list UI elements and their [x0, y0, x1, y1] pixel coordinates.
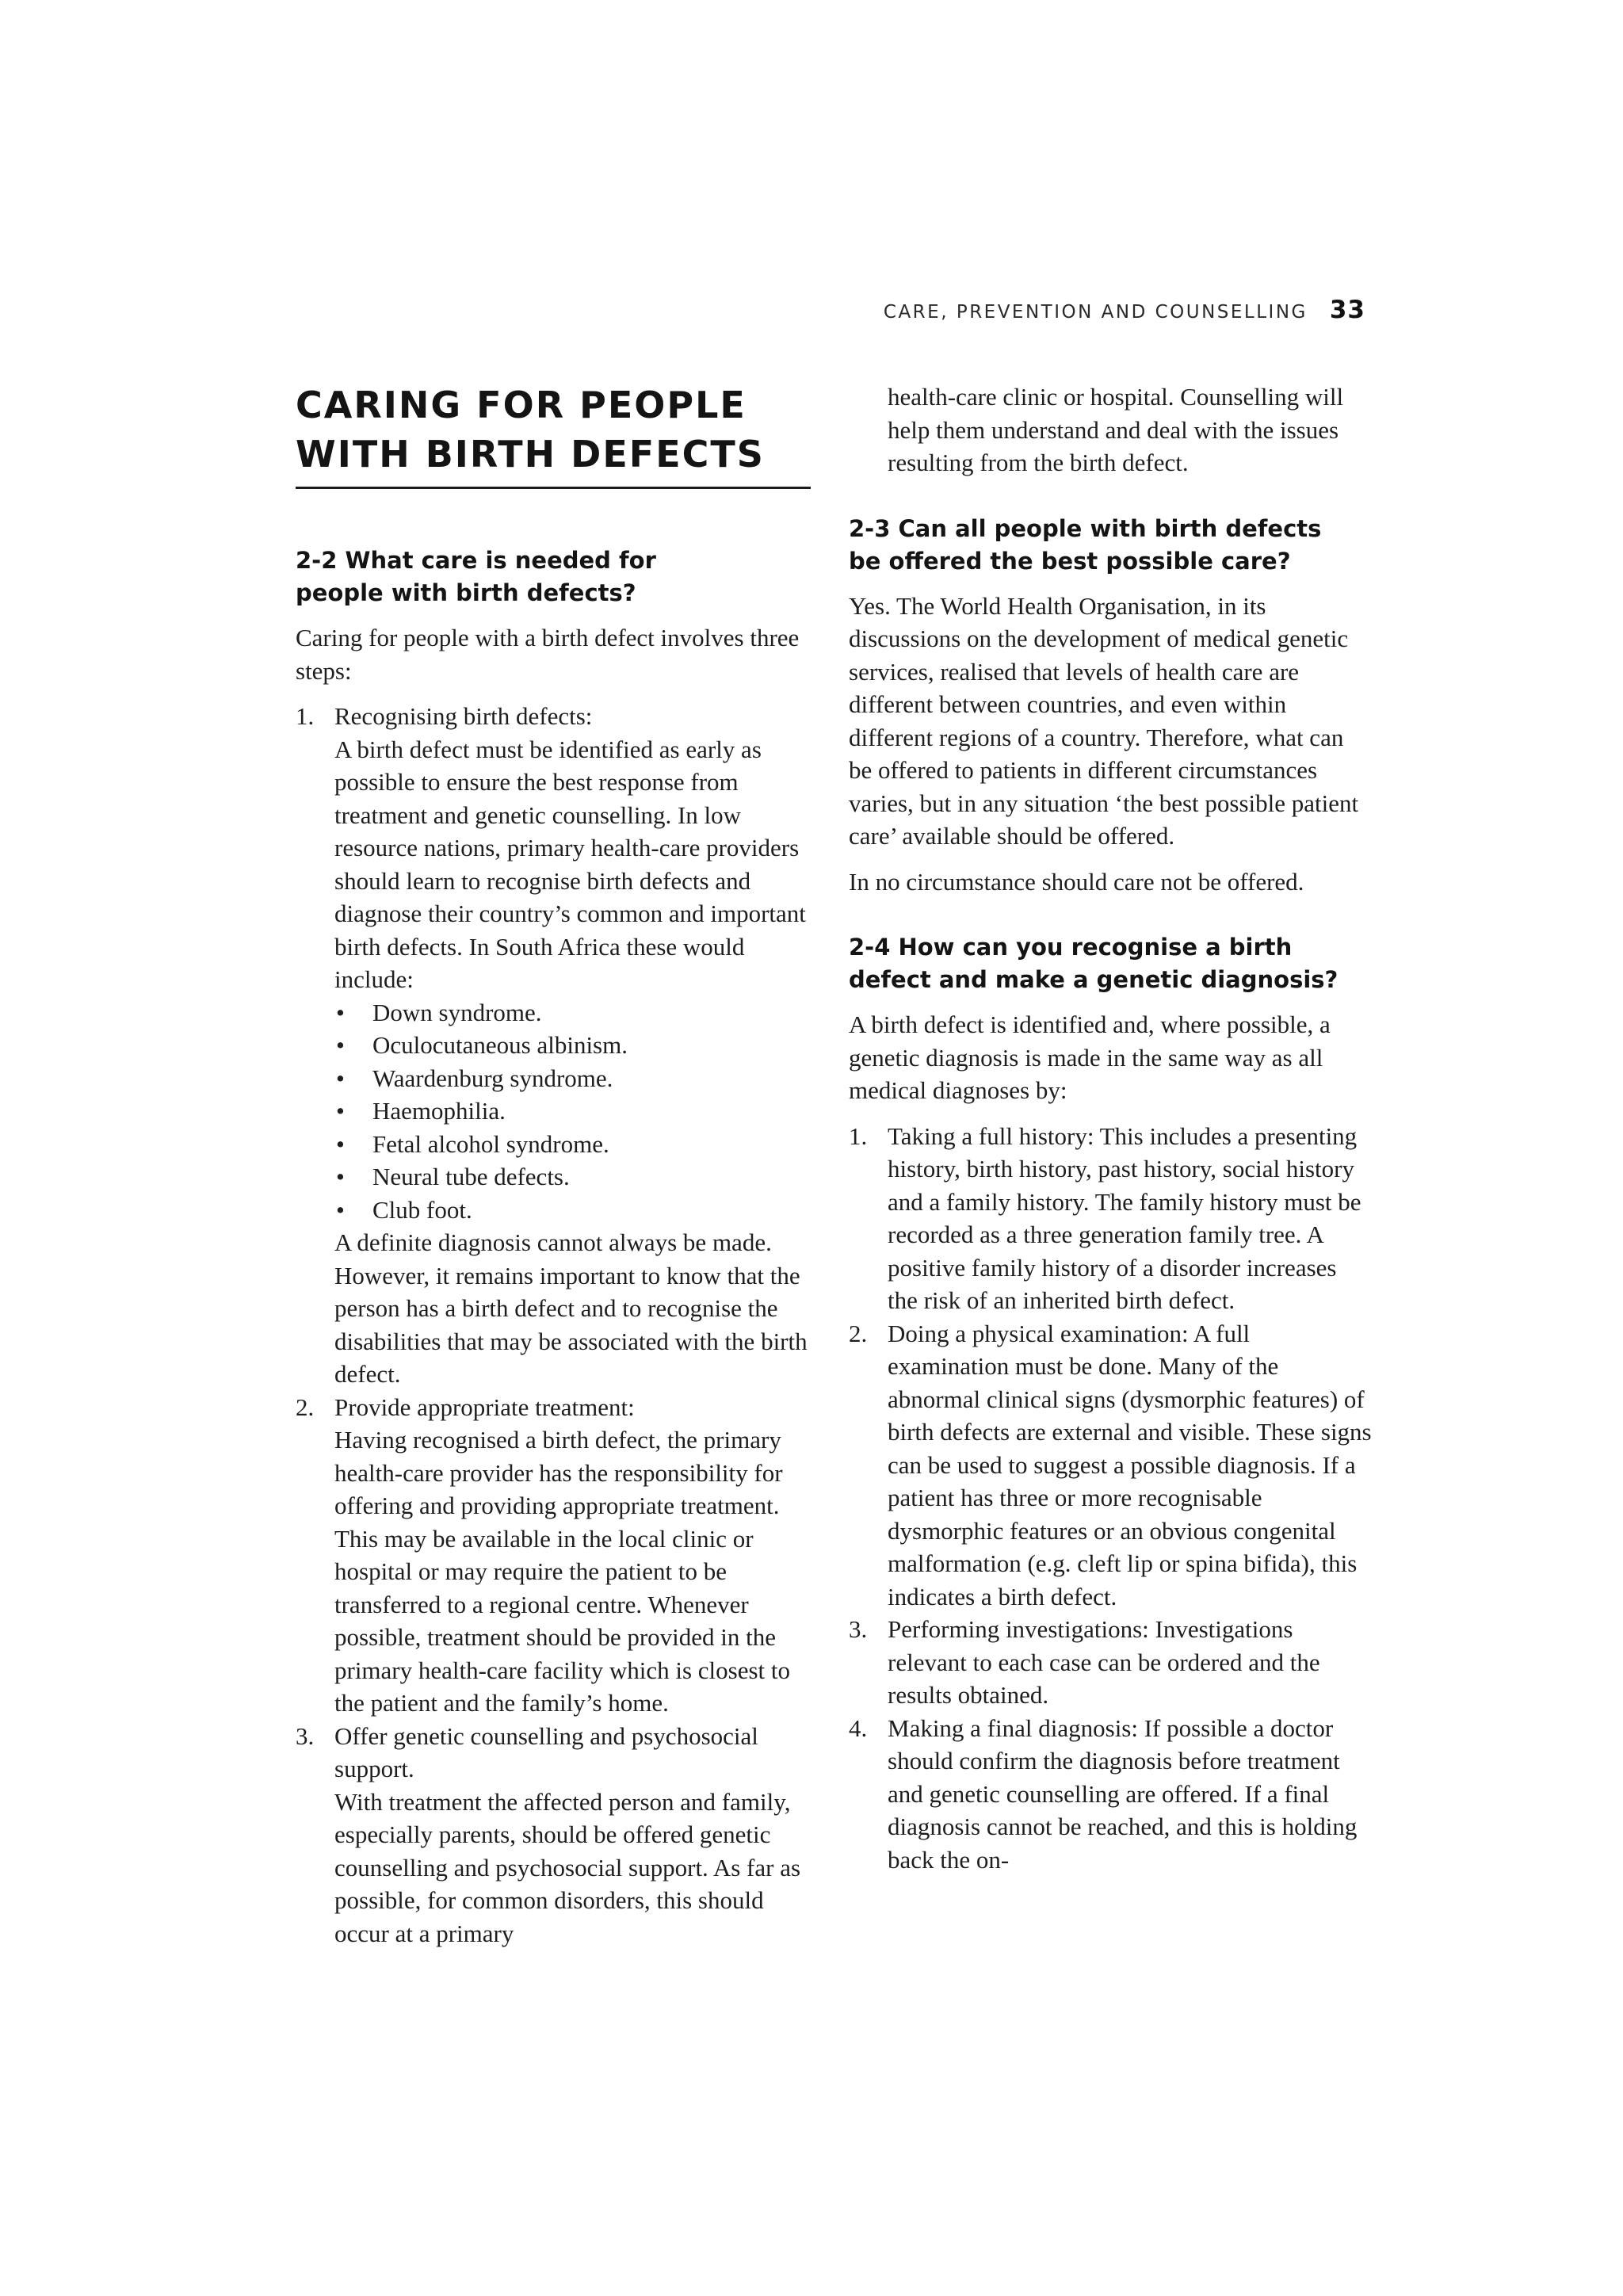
- question-2-2-line1: 2-2 What care is needed for: [296, 547, 656, 574]
- list-item: • Oculocutaneous albinism.: [334, 1029, 812, 1062]
- answer-2-3-paragraph-2: In no circumstance should care not be offered.: [849, 867, 1304, 896]
- running-head: [884, 296, 1365, 324]
- care-step-2: [296, 1391, 812, 1720]
- list-item: • Haemophilia.: [334, 1095, 812, 1128]
- care-step-3-text: With treatment the affected person and family, especially parents, should be offered genetic counselling and psychosocial support. As far as possible, for common disorders, this should occur at a primary: [334, 1787, 801, 1947]
- chapter-title-line1: CARING FOR PEOPLE: [296, 384, 747, 426]
- question-2-4-line1: 2-4 How can you recognise a birth: [849, 934, 1293, 961]
- question-2-2-line2: people with birth defects?: [296, 579, 636, 606]
- diagnosis-step-1: [849, 1120, 1372, 1317]
- running-head-section: CARE, PREVENTION AND COUNSELLING: [883, 302, 1308, 323]
- intro-paragraph: Caring for people with a birth defect involves three steps:: [296, 624, 800, 685]
- care-step-2-text: Having recognised a birth defect, the primary health-care provider has the responsibility for offering and providing appropriate treatment. This may be available in the local clinic or hospital or may require the patient to be transferred to a regional centre. Whenever possible, treatment should be provided in the primary health-care facility which is closest to the patient and the family’s home.: [334, 1426, 791, 1717]
- question-2-4-heading: [849, 931, 1372, 996]
- question-2-3-heading: [849, 513, 1372, 578]
- chapter-title: [296, 380, 811, 489]
- question-2-2-heading: [296, 544, 812, 609]
- care-step-2-heading: Provide appropriate treatment:: [334, 1392, 635, 1421]
- diagnosis-step-1-text: Taking a full history: This includes a presenting history, birth history, past history, social history and a family history. The family history must be recorded as a three generation family tree. A positive family history of a disorder increases the risk of an inherited birth defect.: [888, 1121, 1361, 1314]
- care-step-1-number: 1.: [296, 702, 315, 730]
- diagnosis-steps-list: [849, 1120, 1372, 1877]
- diagnosis-step-3: [849, 1613, 1372, 1712]
- diagnosis-step-3-number: 3.: [849, 1615, 868, 1643]
- diagnosis-step-4-number: 4.: [849, 1713, 868, 1742]
- diagnosis-step-1-number: 1.: [849, 1121, 868, 1150]
- care-step-1-after-text: A definite diagnosis cannot always be made. However, it remains important to know that the person has a birth defect and to recognise the disabilities that may be associated with the birth defect.: [334, 1228, 808, 1388]
- birth-defects-list: [334, 996, 812, 1227]
- care-step-1-text: A birth defect must be identified as early as possible to ensure the best response from treatment and genetic counselling. In low resource nations, primary health-care providers should learn to recognise birth defects and diagnose their country’s common and important birth defects. In South Africa these would include:: [334, 735, 806, 993]
- care-step-1: [296, 700, 812, 1391]
- diagnosis-step-4: [849, 1712, 1372, 1877]
- diagnosis-step-2-number: 2.: [849, 1319, 868, 1347]
- list-item: • Neural tube defects.: [334, 1160, 812, 1194]
- care-step-2-number: 2.: [296, 1392, 315, 1421]
- list-item: • Fetal alcohol syndrome.: [334, 1128, 812, 1161]
- diagnosis-step-3-text: Performing investigations: Investigations relevant to each case can be ordered and the results obtained.: [888, 1615, 1320, 1709]
- list-item: • Club foot.: [334, 1194, 812, 1227]
- page-number: 33: [1329, 296, 1365, 324]
- care-step-3: [296, 1720, 812, 1950]
- right-column: [849, 380, 1372, 1876]
- diagnosis-step-2-text: Doing a physical examination: A full examination must be done. Many of the abnormal clinical signs (dysmorphic features) of birth defects are external and visible. These signs can be used to suggest a possible diagnosis. If a patient has three or more recognisable dysmorphic features or an obvious congenital malformation (e.g. cleft lip or spina bifida), this indicates a birth defect.: [888, 1319, 1372, 1610]
- diagnosis-step-4-text: Making a final diagnosis: If possible a doctor should confirm the diagnosis before treatment and genetic counselling are offered. If a final diagnosis cannot be reached, and this is holding back the on-: [888, 1713, 1358, 1874]
- care-step-3-continuation: health-care clinic or hospital. Counselling will help them understand and deal with the issues resulting from the birth defect.: [888, 383, 1344, 476]
- list-item: • Down syndrome.: [334, 996, 812, 1030]
- care-step-3-heading: Offer genetic counselling and psychosocial support.: [334, 1721, 758, 1782]
- care-step-3-number: 3.: [296, 1721, 315, 1750]
- answer-2-3-paragraph-1: Yes. The World Health Organisation, in its discussions on the development of medical genetic services, realised that levels of health care are different between countries, and even within different regions of a country. Therefore, what can be offered to patients in different circumstances varies, but in any situation ‘the best possible patient care’ available should be offered.: [849, 591, 1359, 850]
- chapter-title-line2: WITH BIRTH DEFECTS: [296, 433, 765, 476]
- care-step-1-heading: Recognising birth defects:: [334, 702, 593, 730]
- answer-2-4-intro: A birth defect is identified and, where possible, a genetic diagnosis is made in the same way as all medical diagnoses by:: [849, 1010, 1331, 1104]
- list-item: • Waardenburg syndrome.: [334, 1062, 812, 1095]
- question-2-4-line2: defect and make a genetic diagnosis?: [849, 966, 1338, 993]
- question-2-3-line2: be offered the best possible care?: [849, 547, 1291, 575]
- question-2-3-line1: 2-3 Can all people with birth defects: [849, 514, 1322, 542]
- care-steps-list: [296, 700, 812, 1950]
- diagnosis-step-2: [849, 1317, 1372, 1614]
- left-column: [296, 380, 812, 1950]
